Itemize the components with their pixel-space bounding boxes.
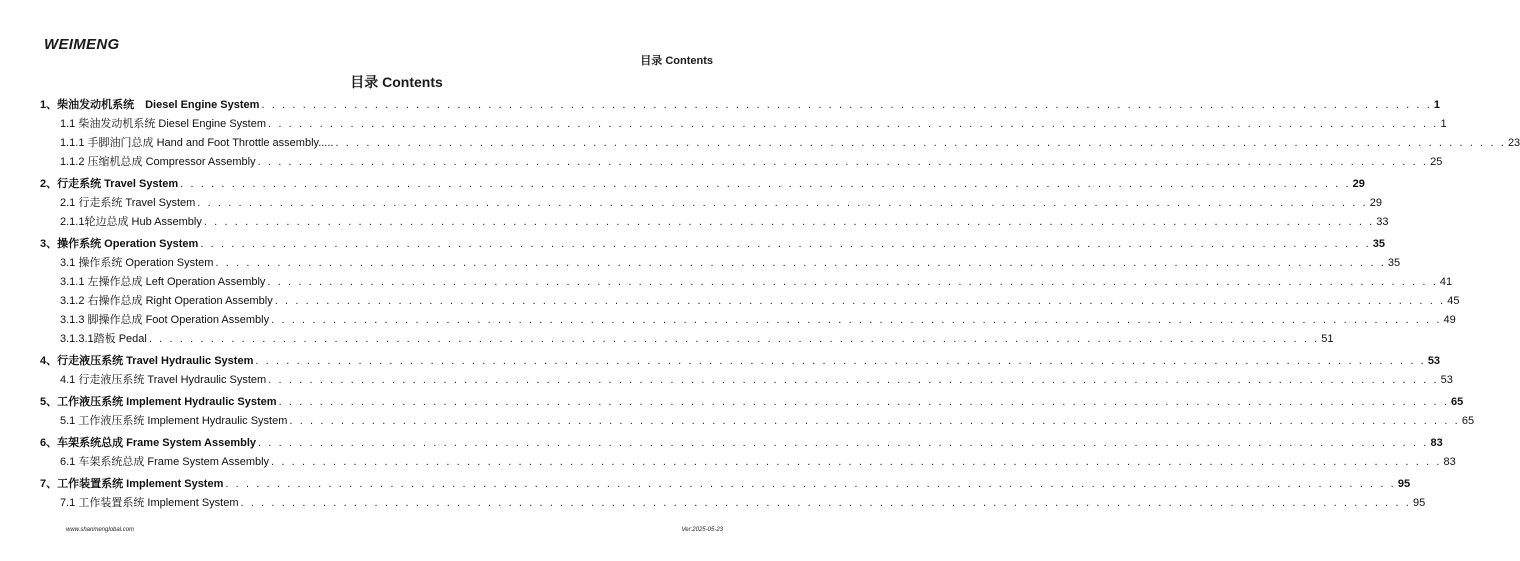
toc-page-number: 1 — [1440, 118, 1447, 130]
toc-entry-label: 3.1.3.1踏板 Pedal — [60, 333, 147, 345]
toc-subsection-entry[interactable] — [40, 494, 1426, 513]
toc-entry-label: 1.1.1 手脚油门总成 Hand and Foot Throttle assembly..... — [60, 137, 334, 149]
toc-dot-leader: . . . . . . . . . . . . . . . . . . . . . . . . . . . . . . . . . . . . . . . . . . . . . . . . . . . . . . . . . . . . . . . . . . . . . . . . . . . . . . . . . . . . . . . . . . . . . . . . . . . . . . . . . . . . . . . . . . — [197, 197, 1368, 209]
toc-dot-leader: . . . . . . . . . . . . . . . . . . . . . . . . . . . . . . . . . . . . . . . . . . . . . . . . . . . . . . . . . . . . . . . . . . . . . . . . . . . . . . . . . . . . . . . . . . . . . . . . . . . . . . . . . . . . . . . . . . — [200, 238, 1371, 250]
toc-entry-label: 4、行走液压系统 Travel Hydraulic System — [40, 355, 254, 367]
toc-dot-leader: . . . . . . . . . . . . . . . . . . . . . . . . . . . . . . . . . . . . . . . . . . . . . . . . . . . . . . . . . . . . . . . . . . . . . . . . . . . . . . . . . . . . . . . . . . . . . . . . . . . . . . . . . . . . . . . . . . — [267, 276, 1438, 288]
toc-subsection-entry[interactable] — [40, 115, 1447, 134]
toc-entry-label: 1.1.2 压缩机总成 Compressor Assembly — [60, 156, 256, 168]
toc-subsection-entry[interactable] — [40, 330, 1334, 349]
toc-page-number: 29 — [1369, 197, 1382, 209]
toc-page-number: 83 — [1443, 456, 1456, 468]
toc-subsection-entry[interactable] — [40, 273, 1453, 292]
toc-dot-leader: . . . . . . . . . . . . . . . . . . . . . . . . . . . . . . . . . . . . . . . . . . . . . . . . . . . . . . . . . . . . . . . . . . . . . . . . . . . . . . . . . . . . . . . . . . . . . . . . . . . . . . . . . . . . . . . . . . — [148, 333, 1320, 345]
toc-entry-label: 2、行走系统 Travel System — [40, 178, 179, 190]
toc-entry-label: 3、操作系统 Operation System — [40, 238, 199, 250]
footer-website: www.shanmenglobal.com — [66, 527, 135, 533]
toc-subsection-entry[interactable] — [40, 194, 1382, 213]
toc-entry-label: 3.1.2 右操作总成 Right Operation Assembly — [60, 295, 273, 307]
toc-dot-leader: . . . . . . . . . . . . . . . . . . . . . . . . . . . . . . . . . . . . . . . . . . . . . . . . . . . . . . . . . . . . . . . . . . . . . . . . . . . . . . . . . . . . . . . . . . . . . . . . . . . . . . . . . . . . . . . . . . — [225, 478, 1396, 490]
toc-dot-leader: . . . . . . . . . . . . . . . . . . . . . . . . . . . . . . . . . . . . . . . . . . . . . . . . . . . . . . . . . . . . . . . . . . . . . . . . . . . . . . . . . . . . . . . . . . . . . . . . . . . . . . . . . . . . . . . . . . — [271, 456, 1442, 468]
toc-entry-label: 3.1 操作系统 Operation System — [60, 257, 214, 269]
toc-subsection-entry[interactable] — [40, 371, 1453, 390]
toc-page-number: 95 — [1412, 497, 1426, 509]
toc-section-entry[interactable] — [40, 434, 1443, 453]
toc-section-entry[interactable] — [40, 475, 1411, 494]
toc-dot-leader: . . . . . . . . . . . . . . . . . . . . . . . . . . . . . . . . . . . . . . . . . . . . . . . . . . . . . . . . . . . . . . . . . . . . . . . . . . . . . . . . . . . . . . . . . . . . . . . . . . . . . . . . . . . . . . . . . . — [268, 118, 1439, 130]
company-logo: WEIMENG — [44, 36, 120, 53]
toc-page-number: 41 — [1439, 276, 1453, 288]
toc-subsection-entry[interactable] — [40, 213, 1389, 232]
toc-page-number: 33 — [1376, 216, 1389, 228]
toc-page-number: 35 — [1372, 238, 1386, 250]
toc-page-number: 65 — [1451, 396, 1464, 408]
toc-subsection-entry[interactable] — [40, 134, 1520, 153]
toc-section-entry[interactable] — [40, 393, 1464, 412]
toc-entry-label: 3.1.1 左操作总成 Left Operation Assembly — [60, 276, 266, 288]
toc-subsection-entry[interactable] — [40, 153, 1443, 172]
toc-entry-label: 1、柴油发动机系统 Diesel Engine System — [40, 99, 260, 111]
toc-page-number: 53 — [1440, 374, 1453, 386]
toc-entry-label: 2.1.1轮边总成 Hub Assembly — [60, 216, 202, 228]
toc-dot-leader: . . . . . . . . . . . . . . . . . . . . . . . . . . . . . . . . . . . . . . . . . . . . . . . . . . . . . . . . . . . . . . . . . . . . . . . . . . . . . . . . . . . . . . . . . . . . . . . . . . . . . . . . . . . . . . . . . . — [289, 415, 1460, 427]
toc-entry-label: 5.1 工作液压系统 Implement Hydraulic System — [60, 415, 288, 427]
toc-dot-leader: . . . . . . . . . . . . . . . . . . . . . . . . . . . . . . . . . . . . . . . . . . . . . . . . . . . . . . . . . . . . . . . . . . . . . . . . . . . . . . . . . . . . . . . . . . . . . . . . . . . . . . . . . . . . . . . . . . — [271, 314, 1442, 326]
page-title: 目录 Contents — [350, 74, 443, 90]
toc-section-entry[interactable] — [40, 352, 1441, 371]
footer-version: Ver:2025-05-23 — [681, 527, 723, 533]
toc-subsection-entry[interactable] — [40, 311, 1456, 330]
toc-dot-leader: . . . . . . . . . . . . . . . . . . . . . . . . . . . . . . . . . . . . . . . . . . . . . . . . . . . . . . . . . . . . . . . . . . . . . . . . . . . . . . . . . . . . . . . . . . . . . . . . . . . . . . . . . . . . . . . . . . — [215, 257, 1386, 269]
toc-page-number: 45 — [1447, 295, 1460, 307]
toc-section-entry[interactable] — [40, 175, 1365, 194]
toc-dot-leader: . . . . . . . . . . . . . . . . . . . . . . . . . . . . . . . . . . . . . . . . . . . . . . . . . . . . . . . . . . . . . . . . . . . . . . . . . . . . . . . . . . . . . . . . . . . . . . . . . . . . . . . . . . . . . . . . . . — [240, 497, 1411, 509]
toc-page-number: 25 — [1430, 156, 1443, 168]
toc-dot-leader: . . . . . . . . . . . . . . . . . . . . . . . . . . . . . . . . . . . . . . . . . . . . . . . . . . . . . . . . . . . . . . . . . . . . . . . . . . . . . . . . . . . . . . . . . . . . . . . . . . . . . . . . . . . . . . . . . . — [257, 156, 1429, 168]
toc-subsection-entry[interactable] — [40, 254, 1401, 273]
toc-dot-leader: . . . . . . . . . . . . . . . . . . . . . . . . . . . . . . . . . . . . . . . . . . . . . . . . . . . . . . . . . . . . . . . . . . . . . . . . . . . . . . . . . . . . . . . . . . . . . . . . . . . . . . . . . . . . . . . . . . — [268, 374, 1439, 386]
toc-entry-label: 4.1 行走液压系统 Travel Hydraulic System — [60, 374, 267, 386]
toc-dot-leader: . . . . . . . . . . . . . . . . . . . . . . . . . . . . . . . . . . . . . . . . . . . . . . . . . . . . . . . . . . . . . . . . . . . . . . . . . . . . . . . . . . . . . . . . . . . . . . . . . . . . . . . . . . . . . . . . . . — [180, 178, 1351, 190]
toc-page-number: 49 — [1443, 314, 1456, 326]
toc-subsection-entry[interactable] — [40, 412, 1475, 431]
toc-dot-leader: . . . . . . . . . . . . . . . . . . . . . . . . . . . . . . . . . . . . . . . . . . . . . . . . . . . . . . . . . . . . . . . . . . . . . . . . . . . . . . . . . . . . . . . . . . . . . . . . . . . . . . . . . . . . . . . . . . — [255, 355, 1426, 367]
toc-entry-label: 2.1 行走系统 Travel System — [60, 197, 196, 209]
toc-page-number: 51 — [1321, 333, 1334, 345]
toc-page-number: 35 — [1387, 257, 1401, 269]
toc-entry-label: 6.1 车架系统总成 Frame System Assembly — [60, 456, 270, 468]
header-section-label: 目录 Contents — [640, 55, 713, 67]
toc-entry-label: 5、工作液压系统 Implement Hydraulic System — [40, 396, 277, 408]
toc-dot-leader: . . . . . . . . . . . . . . . . . . . . . . . . . . . . . . . . . . . . . . . . . . . . . . . . . . . . . . . . . . . . . . . . . . . . . . . . . . . . . . . . . . . . . . . . . . . . . . . . . . . . . . . . . . . . . . . . . . — [261, 99, 1432, 111]
toc-entry-label: 7.1 工作装置系统 Implement System — [60, 497, 239, 509]
toc-page-number: 65 — [1461, 415, 1475, 427]
toc-section-entry[interactable] — [40, 235, 1386, 254]
toc-page-number: 1 — [1433, 99, 1441, 111]
toc-page-number: 23 — [1507, 137, 1520, 149]
toc-page-number: 29 — [1352, 178, 1365, 190]
toc-entry-label: 7、工作装置系统 Implement System — [40, 478, 224, 490]
toc-dot-leader: . . . . . . . . . . . . . . . . . . . . . . . . . . . . . . . . . . . . . . . . . . . . . . . . . . . . . . . . . . . . . . . . . . . . . . . . . . . . . . . . . . . . . . . . . . . . . . . . . . . . . . . . . . . . . . . . . . — [274, 295, 1446, 307]
table-of-contents — [40, 96, 1520, 513]
toc-page-number: 83 — [1430, 437, 1443, 449]
toc-page-number: 53 — [1427, 355, 1441, 367]
toc-dot-leader: . . . . . . . . . . . . . . . . . . . . . . . . . . . . . . . . . . . . . . . . . . . . . . . . . . . . . . . . . . . . . . . . . . . . . . . . . . . . . . . . . . . . . . . . . . . . . . . . . . . . . . . . . . . . . . . . . . — [258, 437, 1429, 449]
toc-page-number: 95 — [1397, 478, 1411, 490]
toc-subsection-entry[interactable] — [40, 453, 1456, 472]
toc-dot-leader: . . . . . . . . . . . . . . . . . . . . . . . . . . . . . . . . . . . . . . . . . . . . . . . . . . . . . . . . . . . . . . . . . . . . . . . . . . . . . . . . . . . . . . . . . . . . . . . . . . . . . . . . . . . . . . . . . . — [335, 137, 1506, 149]
toc-entry-label: 1.1 柴油发动机系统 Diesel Engine System — [60, 118, 267, 130]
toc-entry-label: 3.1.3 脚操作总成 Foot Operation Assembly — [60, 314, 270, 326]
toc-section-entry[interactable] — [40, 96, 1441, 115]
toc-entry-label: 6、车架系统总成 Frame System Assembly — [40, 437, 256, 449]
toc-dot-leader: . . . . . . . . . . . . . . . . . . . . . . . . . . . . . . . . . . . . . . . . . . . . . . . . . . . . . . . . . . . . . . . . . . . . . . . . . . . . . . . . . . . . . . . . . . . . . . . . . . . . . . . . . . . . . . . . . . — [203, 216, 1375, 228]
toc-dot-leader: . . . . . . . . . . . . . . . . . . . . . . . . . . . . . . . . . . . . . . . . . . . . . . . . . . . . . . . . . . . . . . . . . . . . . . . . . . . . . . . . . . . . . . . . . . . . . . . . . . . . . . . . . . . . . . . . . . — [278, 396, 1450, 408]
toc-subsection-entry[interactable] — [40, 292, 1460, 311]
